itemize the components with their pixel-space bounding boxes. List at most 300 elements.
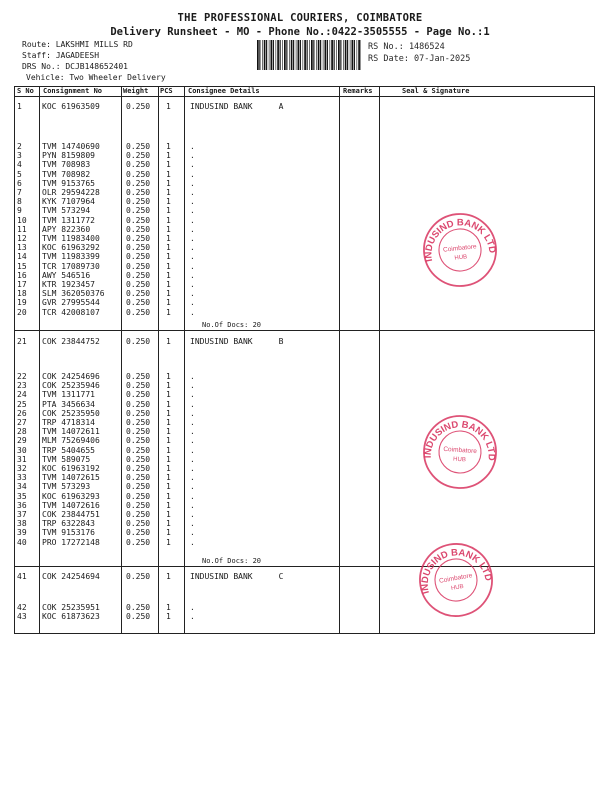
weight-value: 0.250: [126, 197, 151, 207]
barcode: [257, 40, 361, 70]
barcode-bar: [350, 40, 351, 70]
barcode-bar: [313, 40, 314, 70]
weight-value: 0.250: [126, 473, 151, 483]
consignee-dot: .: [190, 234, 195, 243]
consignment-number: PRO 17272148: [42, 537, 100, 547]
barcode-bar: [309, 40, 310, 70]
header-seal: Seal & Signature: [402, 87, 470, 95]
runsheet-subtitle: Delivery Runsheet - MO - Phone No.:0422-3505555 - Page No.:1: [110, 26, 490, 38]
header-divider: [14, 96, 595, 97]
consignment-number: TVM 14740690: [42, 142, 100, 151]
consignment-number: GVR 27995544: [42, 298, 100, 308]
consignment-number: TVM 9153765: [42, 178, 95, 188]
consignee-dot: .: [190, 454, 195, 464]
barcode-bar: [318, 40, 320, 70]
consignment-number: TVM 11983399: [42, 252, 100, 262]
serial-number: 30: [17, 445, 27, 455]
group-divider-a: [14, 330, 595, 331]
consignment-number: COK 24254694: [42, 572, 100, 581]
seal-stamp-2: [420, 412, 500, 492]
weight-value: 0.250: [126, 169, 151, 179]
consignment-number: TVM 1311772: [42, 215, 95, 225]
consignment-number: APY 822360: [42, 224, 91, 234]
consignment-number: TVM 589075: [42, 454, 91, 464]
barcode-bar: [338, 40, 340, 70]
weight-value: 0.250: [126, 160, 151, 170]
consignment-number: KOC 61963192: [42, 464, 100, 473]
pcs-value: 1: [166, 482, 171, 492]
pcs-value: 1: [166, 215, 171, 225]
serial-number: 41: [17, 572, 27, 581]
consignee-dot: .: [190, 491, 195, 501]
vehicle-label: Vehicle: Two Wheeler Delivery: [26, 73, 166, 82]
barcode-bar: [343, 40, 344, 70]
barcode-bar: [271, 40, 273, 70]
barcode-bar: [303, 40, 304, 70]
serial-number: 43: [17, 612, 27, 622]
serial-number: 14: [17, 252, 27, 262]
barcode-bar: [291, 40, 293, 70]
table-row: [0, 572, 600, 582]
consignee-dot: .: [190, 603, 195, 612]
consignment-number: COK 25235951: [42, 603, 100, 612]
barcode-bar: [262, 40, 263, 70]
pcs-value: 1: [166, 436, 171, 446]
serial-number: 5: [17, 169, 22, 179]
pcs-value: 1: [166, 418, 171, 427]
serial-number: 10: [17, 215, 27, 225]
drs-label: DRS No.: DCJB148652401: [22, 62, 128, 71]
serial-number: 24: [17, 390, 27, 400]
barcode-bar: [298, 40, 300, 70]
consignment-number: AWY 546516: [42, 270, 91, 280]
stamp-city: Coimbatore: [442, 243, 477, 254]
pcs-value: 1: [166, 243, 171, 253]
weight-value: 0.250: [126, 491, 151, 501]
consignee-dot: .: [190, 224, 195, 234]
barcode-bar: [311, 40, 313, 70]
serial-number: 16: [17, 270, 27, 280]
serial-number: 23: [17, 381, 27, 391]
consignee-name: INDUSIND BANK: [190, 102, 253, 111]
consignee-dot: .: [190, 252, 195, 262]
barcode-bar: [352, 40, 354, 70]
consignment-number: COK 24254696: [42, 372, 100, 381]
consignment-number: SLM 362050376: [42, 289, 105, 299]
barcode-bar: [327, 40, 328, 70]
stamp-hub: HUB: [454, 254, 468, 262]
weight-value: 0.250: [126, 519, 151, 529]
pcs-value: 1: [166, 537, 171, 547]
consignee-dot: .: [190, 188, 195, 197]
pcs-value: 1: [166, 280, 171, 289]
barcode-bar: [289, 40, 290, 70]
serial-number: 40: [17, 537, 27, 547]
weight-value: 0.250: [126, 224, 151, 234]
pcs-value: 1: [166, 612, 171, 622]
barcode-bar: [280, 40, 281, 70]
serial-number: 7: [17, 188, 22, 197]
barcode-bar: [257, 40, 259, 70]
serial-number: 26: [17, 408, 27, 418]
pcs-value: 1: [166, 270, 171, 280]
weight-value: 0.250: [126, 142, 151, 151]
serial-number: 28: [17, 427, 27, 437]
docs-count: No.Of Docs: 20: [202, 557, 262, 565]
stamp-bank-name: INDUSIND BANK LTD: [423, 217, 498, 263]
serial-number: 9: [17, 206, 22, 216]
consignment-number: KTR 1923457: [42, 280, 95, 289]
serial-number: 29: [17, 436, 27, 446]
consignee-letter: C: [278, 572, 284, 581]
consignee-letter: A: [278, 102, 284, 111]
weight-value: 0.250: [126, 337, 151, 346]
serial-number: 31: [17, 454, 27, 464]
weight-value: 0.250: [126, 528, 151, 538]
barcode-bar: [296, 40, 297, 70]
serial-number: 2: [17, 142, 22, 151]
consignee-name: INDUSIND BANK: [190, 572, 253, 581]
header-pcs: PCS: [160, 87, 173, 95]
consignee-dot: .: [190, 261, 195, 271]
weight-value: 0.250: [126, 289, 151, 299]
table-row: [0, 102, 600, 112]
pcs-value: 1: [166, 454, 171, 464]
serial-number: 21: [17, 337, 27, 346]
consignment-number: KOC 61963293: [42, 491, 100, 501]
company-title: THE PROFESSIONAL COURIERS, COIMBATORE: [177, 12, 423, 24]
consignee-dot: .: [190, 482, 195, 492]
consignment-number: TVM 708983: [42, 160, 91, 170]
serial-number: 33: [17, 473, 27, 483]
serial-number: 27: [17, 418, 27, 427]
serial-number: 15: [17, 261, 27, 271]
table-row: [0, 538, 600, 548]
weight-value: 0.250: [126, 464, 151, 473]
consignment-number: MLM 75269406: [42, 436, 100, 446]
serial-number: 38: [17, 519, 27, 529]
serial-number: 17: [17, 280, 27, 289]
consignee-dot: .: [190, 280, 195, 289]
serial-number: 13: [17, 243, 27, 253]
weight-value: 0.250: [126, 215, 151, 225]
consignment-number: COK 25235950: [42, 408, 100, 418]
stamp-bank-name: INDUSIND BANK LTD: [419, 547, 494, 595]
weight-value: 0.250: [126, 151, 151, 161]
consignee-dot: .: [190, 381, 195, 391]
stamp-city: Coimbatore: [443, 445, 478, 456]
weight-value: 0.250: [126, 500, 151, 510]
weight-value: 0.250: [126, 178, 151, 188]
pcs-value: 1: [166, 188, 171, 197]
barcode-bar: [276, 40, 277, 70]
consignee-dot: .: [190, 390, 195, 400]
consignee-dot: .: [190, 289, 195, 299]
consignment-number: TVM 14072616: [42, 500, 100, 510]
pcs-value: 1: [166, 500, 171, 510]
pcs-value: 1: [166, 160, 171, 170]
pcs-value: 1: [166, 528, 171, 538]
consignment-number: TVM 14072615: [42, 473, 100, 483]
header-consignment: Consignment No: [43, 87, 103, 95]
stamp-hub: HUB: [452, 456, 466, 464]
consignee-dot: .: [190, 537, 195, 547]
weight-value: 0.250: [126, 298, 151, 308]
pcs-value: 1: [166, 445, 171, 455]
consignee-dot: .: [190, 372, 195, 381]
weight-value: 0.250: [126, 307, 151, 317]
header-remarks: Remarks: [343, 87, 373, 95]
weight-value: 0.250: [126, 188, 151, 197]
consignee-dot: .: [190, 169, 195, 179]
weight-value: 0.250: [126, 418, 151, 427]
header-consignee: Consignee Details: [188, 87, 260, 95]
consignment-number: TCR 42008107: [42, 307, 100, 317]
pcs-value: 1: [166, 289, 171, 299]
consignee-dot: .: [190, 500, 195, 510]
serial-number: 37: [17, 510, 27, 519]
consignee-dot: .: [190, 399, 195, 409]
consignment-number: TVM 708982: [42, 169, 91, 179]
consignee-dot: .: [190, 197, 195, 207]
pcs-value: 1: [166, 197, 171, 207]
rs-date: RS Date: 07-Jan-2025: [368, 54, 471, 64]
stamp-bank-name: INDUSIND BANK LTD: [422, 419, 497, 461]
pcs-value: 1: [166, 234, 171, 243]
barcode-bar: [282, 40, 283, 70]
consignee-letter: B: [278, 337, 284, 346]
weight-value: 0.250: [126, 102, 151, 111]
barcode-bar: [304, 40, 306, 70]
weight-value: 0.250: [126, 537, 151, 547]
consignee-dot: .: [190, 206, 195, 216]
barcode-bar: [345, 40, 347, 70]
serial-number: 1: [17, 102, 22, 111]
serial-number: 32: [17, 464, 27, 473]
consignee-details: [190, 572, 283, 582]
pcs-value: 1: [166, 408, 171, 418]
pcs-value: 1: [166, 473, 171, 483]
consignment-number: COK 23844752: [42, 337, 100, 346]
consignee-dot: .: [190, 270, 195, 280]
pcs-value: 1: [166, 142, 171, 151]
serial-number: 36: [17, 500, 27, 510]
weight-value: 0.250: [126, 454, 151, 464]
consignment-number: COK 23844751: [42, 510, 100, 519]
consignment-number: TRP 4718314: [42, 418, 95, 427]
consignment-number: TVM 11983400: [42, 234, 100, 243]
pcs-value: 1: [166, 337, 171, 346]
serial-number: 6: [17, 178, 22, 188]
barcode-bar: [336, 40, 337, 70]
barcode-bar: [264, 40, 266, 70]
barcode-bar: [277, 40, 279, 70]
table-row: [0, 612, 600, 622]
serial-number: 22: [17, 372, 27, 381]
pcs-value: 1: [166, 102, 171, 111]
consignee-dot: .: [190, 408, 195, 418]
consignment-number: TRP 5404655: [42, 445, 95, 455]
consignment-number: TCR 17089730: [42, 261, 100, 271]
serial-number: 19: [17, 298, 27, 308]
barcode-bar: [334, 40, 335, 70]
barcode-bar: [293, 40, 294, 70]
weight-value: 0.250: [126, 280, 151, 289]
barcode-bar: [266, 40, 267, 70]
consignment-number: KOC 61963292: [42, 243, 100, 253]
consignee-dot: .: [190, 473, 195, 483]
staff-label: Staff: JAGADEESH: [22, 51, 100, 60]
route-label: Route: LAKSHMI MILLS RD: [22, 40, 133, 49]
pcs-value: 1: [166, 224, 171, 234]
pcs-value: 1: [166, 381, 171, 391]
weight-value: 0.250: [126, 445, 151, 455]
barcode-bar: [331, 40, 333, 70]
weight-value: 0.250: [126, 390, 151, 400]
serial-number: 25: [17, 399, 27, 409]
pcs-value: 1: [166, 390, 171, 400]
barcode-bar: [259, 40, 260, 70]
consignment-number: OLR 29594228: [42, 188, 100, 197]
consignee-dot: .: [190, 307, 195, 317]
consignee-dot: .: [190, 142, 195, 151]
consignee-details: [190, 102, 283, 112]
stamp-hub: HUB: [450, 583, 465, 592]
barcode-bar: [357, 40, 358, 70]
serial-number: 3: [17, 151, 22, 161]
consignee-dot: .: [190, 436, 195, 446]
weight-value: 0.250: [126, 270, 151, 280]
pcs-value: 1: [166, 178, 171, 188]
pcs-value: 1: [166, 298, 171, 308]
serial-number: 39: [17, 528, 27, 538]
consignment-number: KOC 61873623: [42, 612, 100, 622]
header-sno: S No: [17, 87, 34, 95]
serial-number: 42: [17, 603, 27, 612]
weight-value: 0.250: [126, 603, 151, 612]
serial-number: 20: [17, 307, 27, 317]
rs-number: RS No.: 1486524: [368, 42, 445, 52]
weight-value: 0.250: [126, 234, 151, 243]
pcs-value: 1: [166, 427, 171, 437]
weight-value: 0.250: [126, 612, 151, 622]
seal-stamp-1: [420, 210, 500, 290]
stamp-ink: [416, 540, 496, 620]
weight-value: 0.250: [126, 510, 151, 519]
consignee-details: [190, 337, 283, 347]
barcode-bar: [340, 40, 341, 70]
weight-value: 0.250: [126, 572, 151, 581]
pcs-value: 1: [166, 307, 171, 317]
weight-value: 0.250: [126, 381, 151, 391]
barcode-bar: [307, 40, 308, 70]
barcode-bar: [323, 40, 324, 70]
consignment-number: KOC 61963509: [42, 102, 100, 111]
consignee-dot: .: [190, 160, 195, 170]
consignee-dot: .: [190, 612, 195, 622]
pcs-value: 1: [166, 603, 171, 612]
docs-count: No.Of Docs: 20: [202, 321, 262, 329]
serial-number: 8: [17, 197, 22, 207]
group-divider-b: [14, 566, 595, 567]
stamp-city: Coimbatore: [438, 572, 473, 585]
serial-number: 12: [17, 234, 27, 243]
consignment-number: TVM 573294: [42, 206, 91, 216]
consignment-number: TVM 1311771: [42, 390, 95, 400]
weight-value: 0.250: [126, 408, 151, 418]
pcs-value: 1: [166, 169, 171, 179]
consignment-number: TVM 9153176: [42, 528, 95, 538]
consignment-number: TVM 14072611: [42, 427, 100, 437]
consignee-dot: .: [190, 151, 195, 161]
consignment-number: TVM 573293: [42, 482, 91, 492]
pcs-value: 1: [166, 572, 171, 581]
barcode-bar: [354, 40, 355, 70]
pcs-value: 1: [166, 464, 171, 473]
serial-number: 11: [17, 224, 27, 234]
serial-number: 34: [17, 482, 27, 492]
barcode-bar: [286, 40, 287, 70]
weight-value: 0.250: [126, 243, 151, 253]
barcode-bar: [284, 40, 286, 70]
barcode-bar: [273, 40, 274, 70]
consignee-dot: .: [190, 519, 195, 529]
barcode-bar: [269, 40, 270, 70]
pcs-value: 1: [166, 252, 171, 262]
barcode-bar: [320, 40, 321, 70]
seal-stamp-3: [416, 540, 496, 620]
weight-value: 0.250: [126, 372, 151, 381]
pcs-value: 1: [166, 372, 171, 381]
barcode-bar: [325, 40, 327, 70]
consignment-number: COK 25235946: [42, 381, 100, 391]
weight-value: 0.250: [126, 206, 151, 216]
consignee-dot: .: [190, 528, 195, 538]
consignment-number: TRP 6322843: [42, 519, 95, 529]
consignee-dot: .: [190, 298, 195, 308]
consignee-name: INDUSIND BANK: [190, 337, 253, 346]
barcode-bar: [300, 40, 301, 70]
consignment-number: KYK 7107964: [42, 197, 95, 207]
table-row: [0, 337, 600, 347]
consignee-dot: .: [190, 464, 195, 473]
pcs-value: 1: [166, 261, 171, 271]
weight-value: 0.250: [126, 261, 151, 271]
serial-number: 35: [17, 491, 27, 501]
barcode-bar: [330, 40, 331, 70]
serial-number: 18: [17, 289, 27, 299]
weight-value: 0.250: [126, 399, 151, 409]
consignment-number: PYN 8159809: [42, 151, 95, 161]
barcode-bar: [358, 40, 360, 70]
stamp-ink: [420, 210, 500, 289]
barcode-bar: [316, 40, 317, 70]
weight-value: 0.250: [126, 482, 151, 492]
pcs-value: 1: [166, 206, 171, 216]
pcs-value: 1: [166, 399, 171, 409]
consignee-dot: .: [190, 510, 195, 519]
barcode-bar: [347, 40, 348, 70]
weight-value: 0.250: [126, 427, 151, 437]
consignee-dot: .: [190, 243, 195, 253]
consignment-number: PTA 3456634: [42, 399, 95, 409]
pcs-value: 1: [166, 519, 171, 529]
consignee-dot: .: [190, 445, 195, 455]
header-weight: Weight: [123, 87, 149, 95]
consignee-dot: .: [190, 427, 195, 437]
pcs-value: 1: [166, 151, 171, 161]
weight-value: 0.250: [126, 252, 151, 262]
